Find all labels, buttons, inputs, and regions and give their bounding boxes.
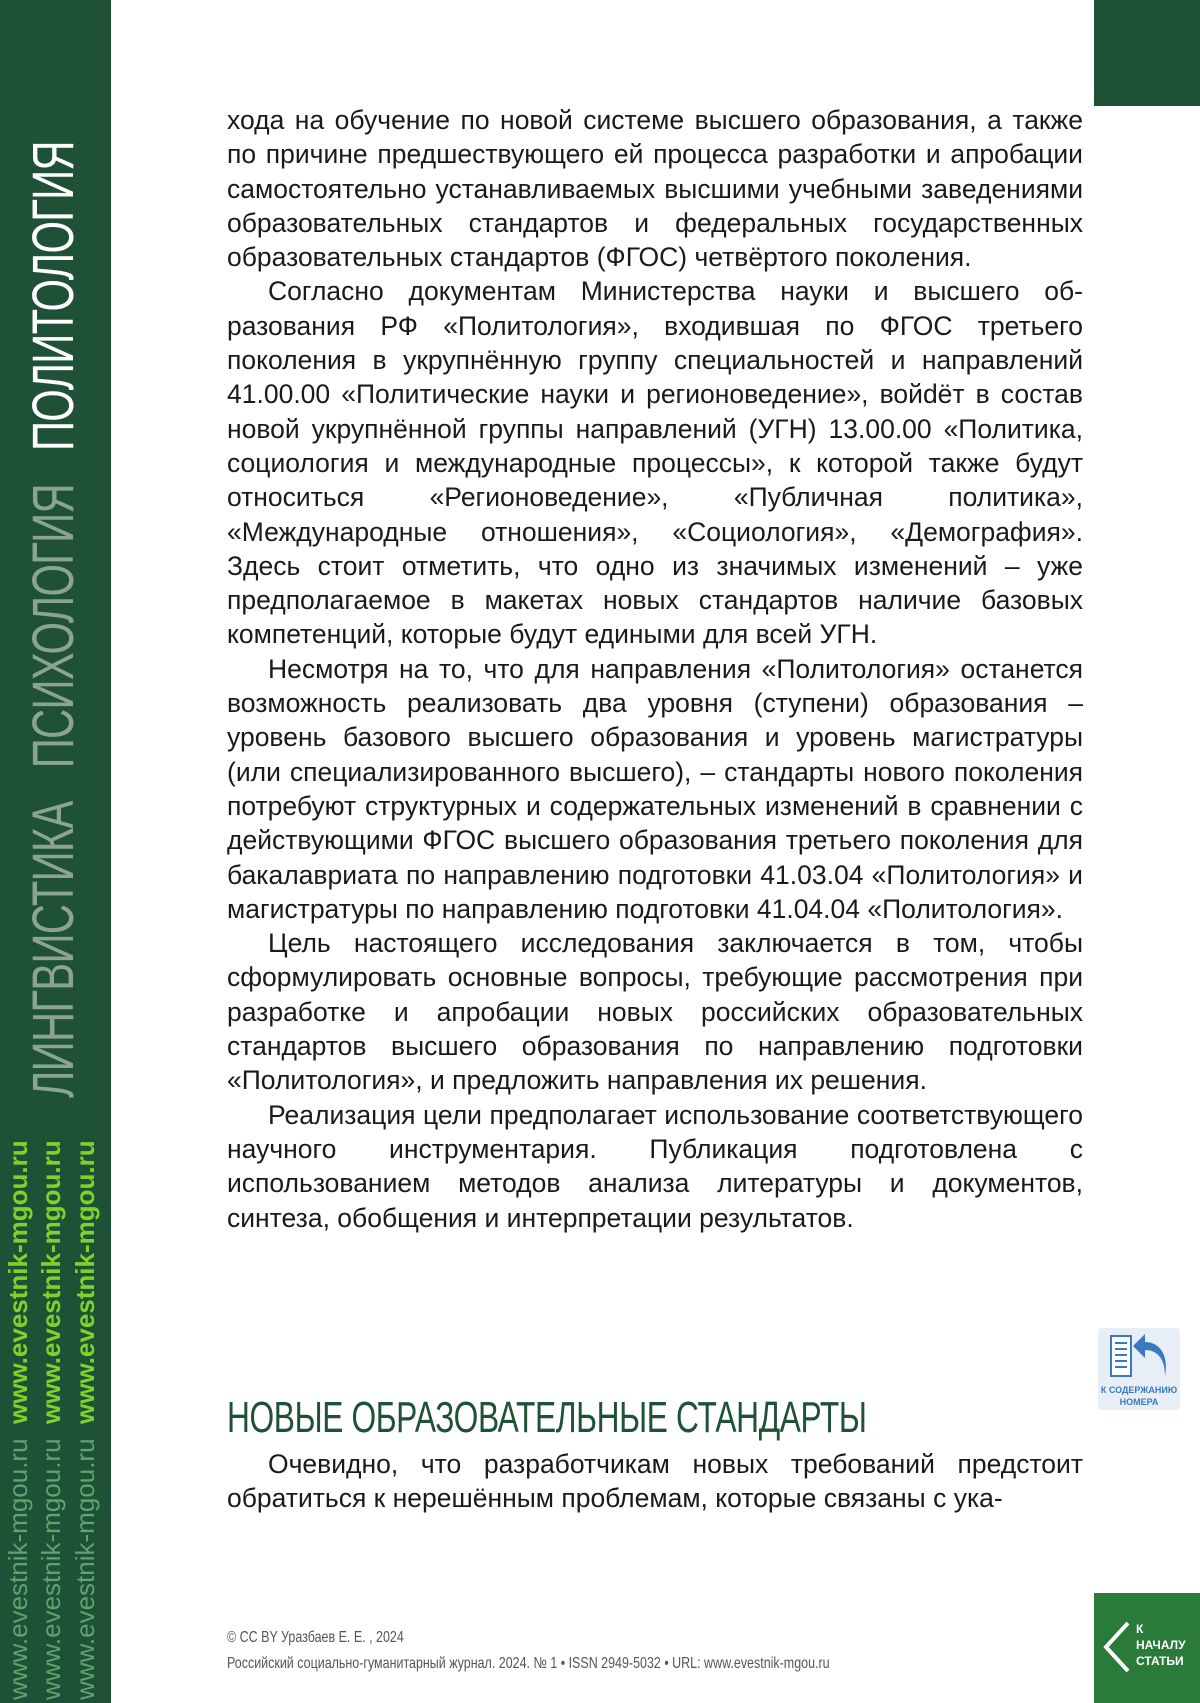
corner-accent (1094, 0, 1200, 106)
document-return-icon (1107, 1334, 1171, 1382)
journal-subjects (21, 108, 86, 1098)
sidebar-url-line (3, 1140, 33, 1700)
sidebar-url-link[interactable]: www.evestnik-mgou.ru (36, 1140, 66, 1424)
paragraph: Очевидно, что разработчикам новых требований предстоит обратиться к нерешённым проблемам, которые связаны с ука- (227, 1449, 1083, 1514)
to-article-start-button[interactable] (1094, 1593, 1200, 1703)
sidebar-url-link[interactable]: www.evestnik-mgou.ru (3, 1140, 33, 1424)
sidebar-url-link[interactable]: www.evestnik-mgou.ru (70, 1140, 100, 1424)
paragraph: Согласно документам Министерства науки и высшего образования РФ «Политология», входившая по ФГОС третьего поколения в укрупнённую группу специальностей и направлений 41.00.00 «Политические науки и регионоведение», войdёт в состав новой укрупнённой группы направлений (УГН) 13.00.00 «Политика, социология и международные процессы», к которой также будут относиться «Регионоведение», «Публичная политика», «Международные отношения», «Социология», «Демография». Здесь стоит отметить, что одно из значимых изменений – уже предполагаемое в макетах новых стандартов наличие базовых компетенций, которые будут едиными для всей УГН. (227, 276, 1083, 650)
section-body (227, 1447, 1083, 1516)
subject-politology: ПОЛИТОЛОГИЯ (21, 141, 86, 452)
subject-linguistics: ЛИНГВИСТИКА (21, 801, 86, 1098)
section-heading: НОВЫЕ ОБРАЗОВАТЕЛЬНЫЕ СТАНДАРТЫ (227, 1393, 867, 1442)
paragraph: Реализация цели предполагает использование соответствующего научного инструментария. Публикация подготовлена с использованием методов анализа литературы и документов, синтеза, обобщения и интерпретации результатов. (227, 1099, 1083, 1233)
journal-citation: Российский социально-гуманитарный журнал. 2024. № 1 • ISSN 2949-5032 • URL: www.evestnik-mgou.ru (227, 1655, 830, 1672)
article-body (227, 103, 1083, 1235)
sidebar-url-line (70, 1140, 100, 1700)
sidebar-url-dim: www.evestnik-mgou.ru (70, 1438, 100, 1700)
chevron-left-icon (1102, 1619, 1132, 1675)
sidebar-url-line (36, 1140, 66, 1700)
table-of-contents-button[interactable] (1098, 1328, 1180, 1410)
sidebar-band (0, 0, 111, 1703)
subject-psychology: ПСИХОЛОГИЯ (21, 484, 86, 769)
paragraph: хода на обучение по новой системе высшего образования, а также по причине предшествующего ей процесса разработки и апробации самостоятельно устанавливаемых высшими учебными заведениями образовательных стандартов и федеральных государственных образовательных стандартов (ФГОС) четвёртого поколения. (227, 105, 1083, 273)
page-footer (227, 1625, 830, 1677)
paragraph: Несмотря на то, что для направления «Политология» останется возможность реализовать два уровня (ступени) образования – уровень базового высшего образования и уровень магистратуры (или специализированного высшего), – стандарты нового поколения потребуют структурных и содержательных изменений в сравнении с действующими ФГОС высшего образования третьего поколения для бакалавриата по направлению подготовки 41.03.04 «Политология» и магистратуры по направлению подготовки 41.04.04 «Политология». (227, 653, 1083, 924)
license-line: © CC BY Уразбаев Е. Е. , 2024 (227, 1629, 404, 1646)
sidebar-url-dim: www.evestnik-mgou.ru (3, 1438, 33, 1700)
paragraph: Цель настоящего исследования заключается в том, чтобы сформулировать основные вопросы, требующие рассмотрения при разработке и апробации новых российских образовательных стандартов высшего образования по направлению подготовки «Политология», и предложить направления их решения. (227, 928, 1083, 1096)
toc-label: К СОДЕРЖАНИЮ НОМЕРА (1100, 1385, 1178, 1407)
sidebar-url-dim: www.evestnik-mgou.ru (36, 1438, 66, 1700)
to-article-start-label: К НАЧАЛУ СТАТЬИ (1136, 1622, 1186, 1668)
